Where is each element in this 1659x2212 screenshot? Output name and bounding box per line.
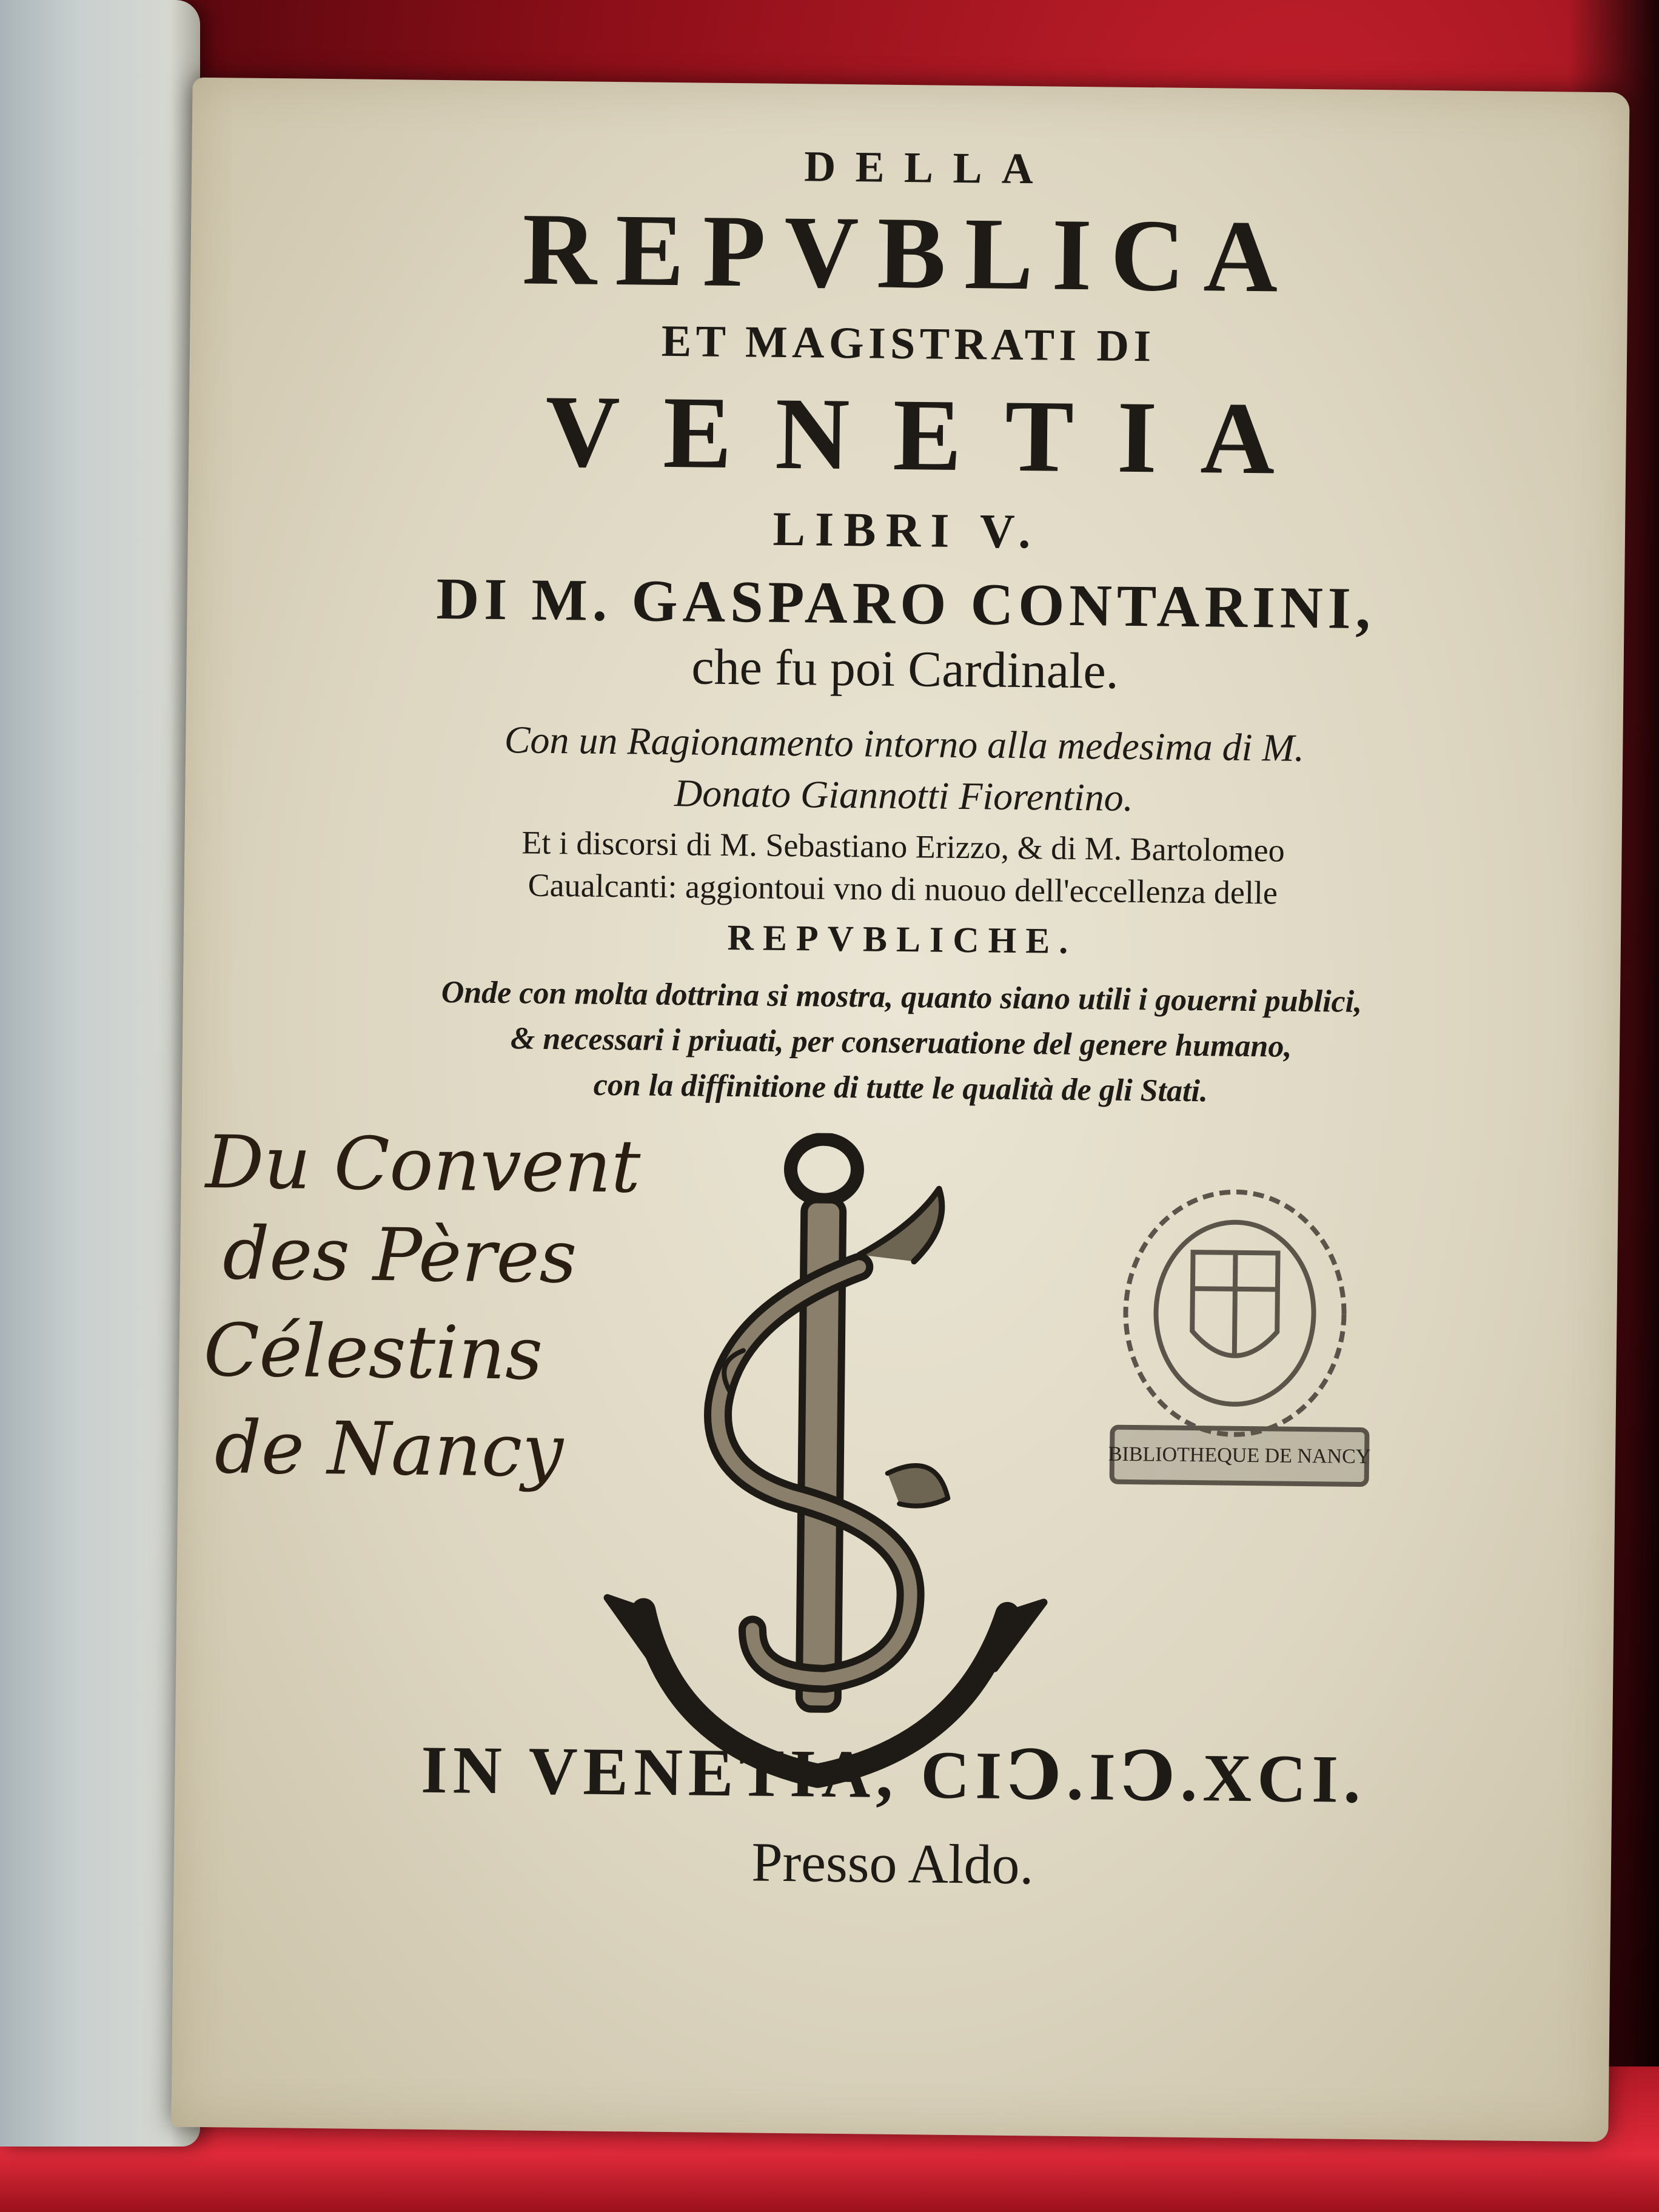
description-line-1: Onde con molta dottrina si mostra, quanto siano utili i gouerni publici, [441, 975, 1362, 1019]
inscription-line-4: de Nancy [214, 1406, 564, 1494]
imprint-printer: Presso Aldo. [751, 1831, 1034, 1896]
discourses-line-3: REPVBLICHE. [727, 917, 1078, 962]
discourses-line-2: Caualcanti: aggiontoui vno di nuouo dell'eccellenza delle [528, 866, 1278, 911]
description-line-3: con la diffinitione di tutte le qualità de gli Stati. [593, 1067, 1208, 1109]
title-page [171, 78, 1629, 2142]
author-line: DI M. GASPARO CONTARINI, [436, 566, 1376, 642]
discourses-line-1: Et i discorsi di M. Sebastiano Erizzo, & di M. Bartolomeo [521, 824, 1285, 869]
stamp-text: BIBLIOTHEQUE DE NANCY [1108, 1443, 1371, 1469]
title-line-venetia: VENETIA [545, 374, 1319, 497]
description-line-2: & necessari i priuati, per conseruatione del genere humano, [510, 1021, 1292, 1064]
inscription-line-2: des Pères [222, 1212, 578, 1300]
title-line-republica: REPVBLICA [521, 192, 1298, 314]
title-line-della: DELLA [803, 142, 1053, 193]
imprint-place-date: IN VENETIA, CIↃ.IↃ.XCI. [420, 1732, 1367, 1818]
left-flyleaf [0, 0, 200, 2147]
library-stamp-icon [1087, 1172, 1394, 1515]
title-line-magistrati: ET MAGISTRATI DI [661, 316, 1156, 372]
supplement-line-2: Donato Giannotti Fiorentino. [674, 771, 1134, 819]
inscription-line-1: Du Convent [205, 1121, 642, 1210]
author-note: che fu poi Cardinale. [691, 638, 1119, 700]
inscription-line-3: Célestins [203, 1308, 543, 1396]
supplement-line-1: Con un Ragionamento intorno alla medesima di M. [504, 718, 1305, 769]
aldine-anchor-dolphin-icon [569, 1130, 1061, 1814]
title-line-libri: LIBRI V. [773, 502, 1041, 559]
